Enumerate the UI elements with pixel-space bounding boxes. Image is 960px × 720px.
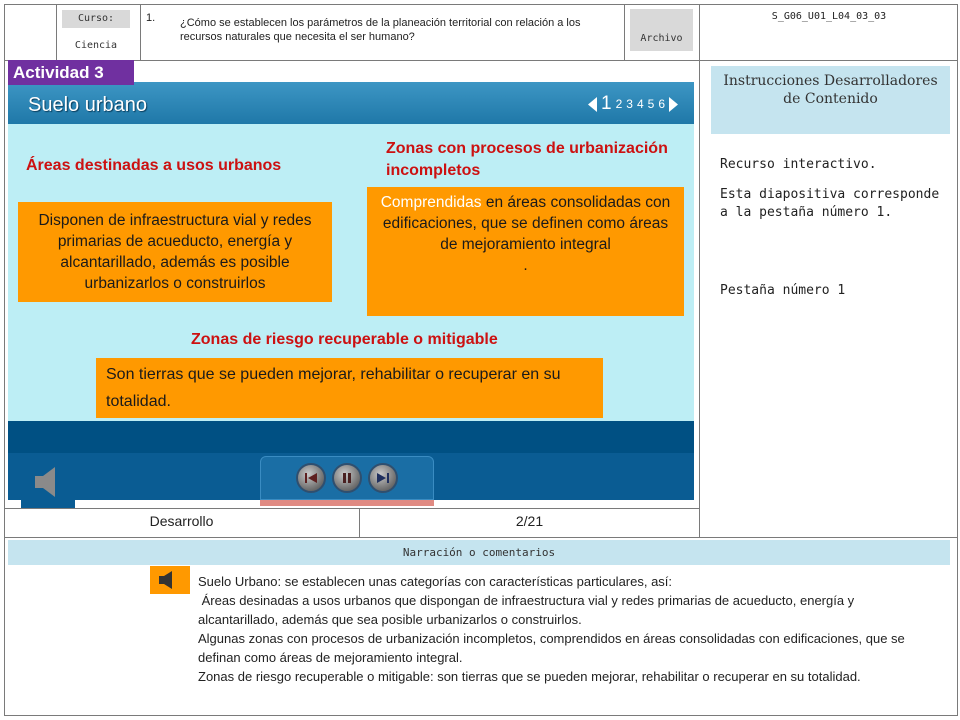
narration-label: Narración o comentarios xyxy=(8,540,950,565)
box-incomplete-text: en áreas consolidadas con edificaciones, que se definen como áreas de mejoramiento integral xyxy=(382,194,671,253)
instructions-title: Instrucciones Desarrolladores de Contenido xyxy=(711,66,950,134)
pause-button[interactable] xyxy=(332,463,362,493)
section-cell: Desarrollo xyxy=(149,513,214,529)
narration-p1: Suelo Urbano: se establecen unas categorías con características particulares, así: xyxy=(198,574,673,589)
heading-urban-areas: Áreas destinadas a usos urbanos xyxy=(26,157,282,174)
narration-text xyxy=(198,572,918,686)
instructions-line2: Esta diapositiva corresponde a la pestaña número 1. xyxy=(720,187,940,220)
box-risk-zones: Son tierras que se pueden mejorar, rehabilitar o recuperar en su totalidad. xyxy=(96,358,603,418)
skip-forward-button[interactable] xyxy=(368,463,398,493)
narration-p2: Áreas desinadas a usos urbanos que dispongan de infraestructura vial y redes primarias de acueducto, energía y alcantarillado, además que sea posible urbanizarlos o construirlos. xyxy=(198,593,858,627)
highlight-word: Comprendidas xyxy=(380,194,482,211)
page-5[interactable]: 5 xyxy=(647,97,655,111)
skip-back-icon xyxy=(304,471,318,485)
speaker-icon xyxy=(31,464,71,500)
pause-icon xyxy=(340,471,354,485)
slide-audio-button[interactable] xyxy=(21,456,75,508)
player-accent xyxy=(260,500,434,506)
previous-arrow-icon[interactable] xyxy=(588,97,597,112)
instructions-line1: Recurso interactivo. xyxy=(720,157,877,172)
pagination xyxy=(588,94,678,114)
instructions-line3: Pestaña número 1 xyxy=(720,283,846,298)
file-code: S_G06_U01_L04_03_03 xyxy=(771,11,887,22)
box-incomplete-dot: . xyxy=(523,257,528,274)
narration-audio-button[interactable] xyxy=(150,566,190,594)
page-2[interactable]: 2 xyxy=(615,97,623,111)
skip-back-button[interactable] xyxy=(296,463,326,493)
page-counter: 2/21 xyxy=(515,513,544,529)
course-value: Ciencia xyxy=(74,40,118,51)
file-label[interactable]: Archivo xyxy=(630,9,693,51)
question-text: ¿Cómo se establecen los parámetros de la planeación territorial con relación a los recursos naturales que necesita el ser humano? xyxy=(180,17,581,43)
box-urban-areas: Disponen de infraestructura vial y redes primarias de acueducto, energía y alcantarillado, además es posible urbanizarlos o construirlos xyxy=(18,202,332,302)
slide-title: Suelo urbano xyxy=(28,94,147,116)
narration-p4: Zonas de riesgo recuperable o mitigable: son tierras que se pueden mejorar, rehabilitar o recuperar en su totalidad. xyxy=(198,669,861,684)
activity-badge: Actividad 3 xyxy=(8,60,134,85)
narration-speaker-icon xyxy=(158,570,180,590)
heading-incomplete-zones: Zonas con procesos de urbanización incompletos xyxy=(386,140,668,179)
question-number: 1. xyxy=(146,12,156,24)
narration-p3: Algunas zonas con procesos de urbanización incompletos, comprendidos en áreas consolidadas con edificaciones, que se definan como áreas de mejoramiento integral. xyxy=(198,631,905,665)
box-incomplete-zones xyxy=(367,187,684,316)
skip-forward-icon xyxy=(376,471,390,485)
page-6[interactable]: 6 xyxy=(658,97,666,111)
course-label: Curso: xyxy=(62,10,130,28)
next-arrow-icon[interactable] xyxy=(669,97,678,112)
page-4[interactable]: 4 xyxy=(636,97,644,111)
page-3[interactable]: 3 xyxy=(626,97,633,111)
current-page[interactable]: 1 xyxy=(601,93,612,114)
heading-risk-zones: Zonas de riesgo recuperable o mitigable xyxy=(191,331,498,348)
